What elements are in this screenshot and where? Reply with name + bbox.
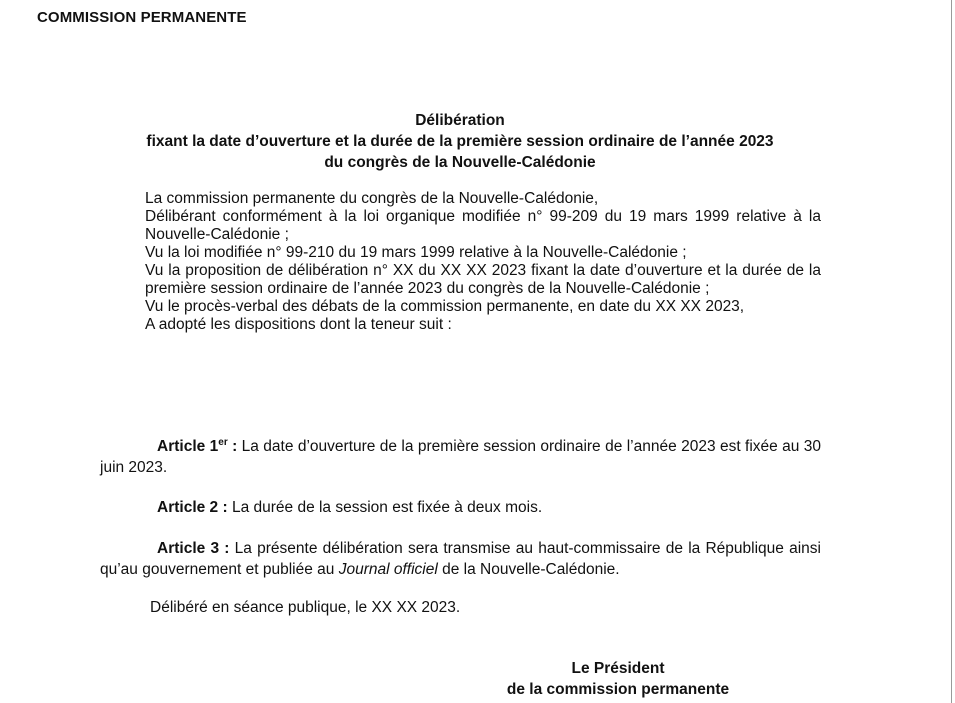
title-block: [100, 110, 820, 173]
article-1-label: [157, 438, 237, 455]
article-3: [100, 538, 821, 580]
article-2-paragraph: [100, 497, 821, 518]
signature-line-1: Le Président: [571, 660, 665, 677]
preamble-line: Vu le procès-verbal des débats de la commission permanente, en date du XX XX 2023,: [145, 298, 745, 315]
preamble: [145, 190, 821, 334]
signature-block: [468, 658, 768, 700]
preamble-line: La commission permanente du congrès de la Nouvelle-Calédonie,: [145, 190, 599, 207]
article-1: [100, 436, 821, 478]
preamble-line: Délibérant conformément à la loi organique modifiée n° 99-209 du 19 mars 1999 relative à la Nouvelle-Calédonie ;: [145, 208, 821, 243]
article-2-text: La durée de la session est fixée à deux mois.: [227, 499, 543, 516]
article-2-label: Article 2 :: [157, 499, 228, 516]
article-3-text-before: La présente délibération sera transmise au haut-commissaire de la République ainsi qu’au gouvernement et publiée au: [100, 540, 821, 578]
article-3-paragraph: [100, 538, 821, 580]
article-1-text: La date d’ouverture de la première session ordinaire de l’année 2023 est fixée au 30 juin 2023.: [100, 438, 822, 476]
article-1-colon: :: [227, 438, 238, 455]
article-3-text-after: de la Nouvelle-Calédonie.: [437, 561, 620, 578]
title-line-1: Délibération: [415, 112, 505, 129]
article-3-journal-title: Journal officiel: [338, 561, 438, 578]
preamble-line: A adopté les dispositions dont la teneur suit :: [145, 316, 452, 333]
title-line-2: fixant la date d’ouverture et la durée de la première session ordinaire de l’année 2023: [146, 133, 774, 150]
closing-statement: Délibéré en séance publique, le XX XX 2023.: [150, 599, 461, 616]
header-label: COMMISSION PERMANENTE: [37, 9, 247, 26]
article-1-paragraph: [100, 436, 821, 478]
signature-line-2: de la commission permanente: [506, 681, 730, 698]
preamble-line: Vu la loi modifiée n° 99-210 du 19 mars 1999 relative à la Nouvelle-Calédonie ;: [145, 244, 687, 261]
article-3-label: Article 3 :: [157, 540, 230, 557]
title-line-3: du congrès de la Nouvelle-Calédonie: [324, 154, 596, 171]
article-1-superscript: er: [218, 436, 228, 448]
article-2: [100, 497, 821, 518]
page-edge-line: [951, 0, 952, 703]
article-1-label-text: Article 1: [157, 438, 219, 455]
preamble-line: Vu la proposition de délibération n° XX du XX XX 2023 fixant la date d’ouverture et la durée de la première session ordinaire de l’année 2023 du congrès de la Nouvelle-Calédonie ;: [145, 262, 821, 297]
